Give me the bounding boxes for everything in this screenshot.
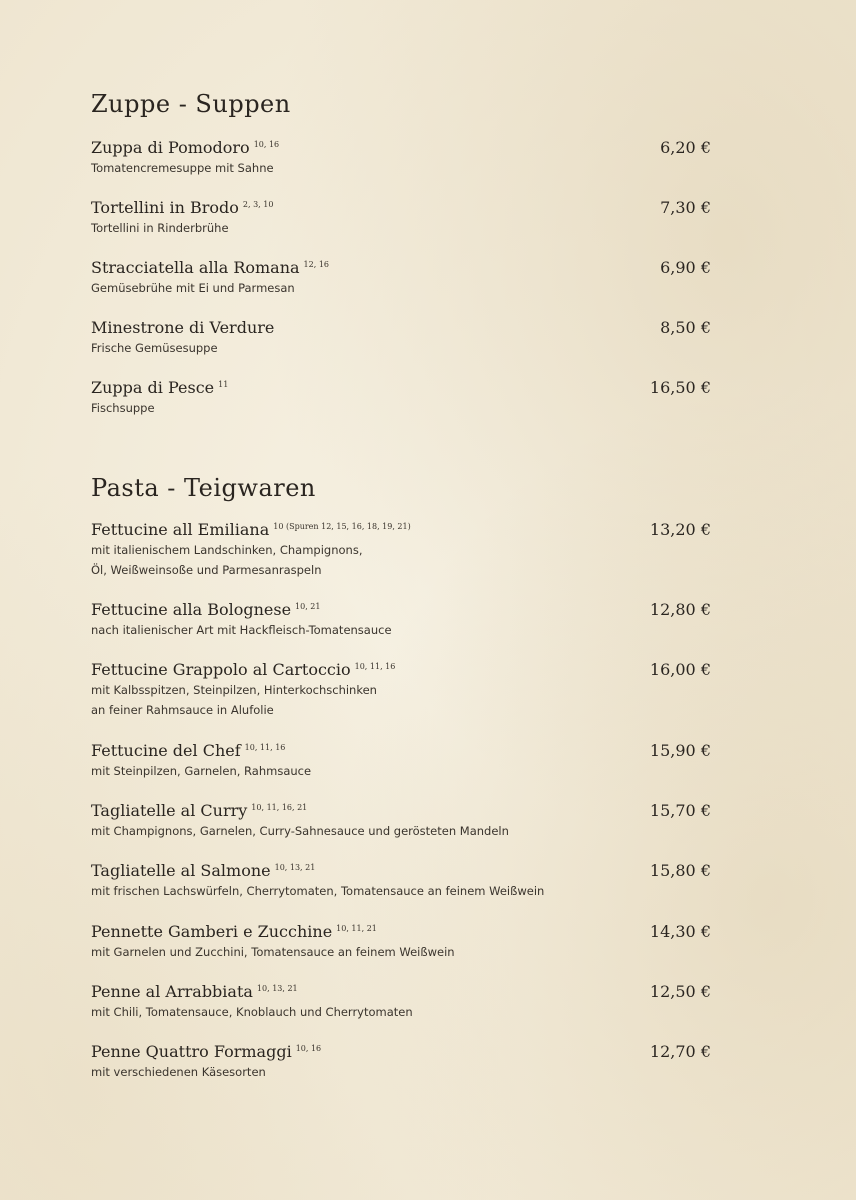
item-price: 7,30 €: [660, 198, 711, 217]
item-description: mit frischen Lachswürfeln, Cherrytomaten, Tomatensauce an feinem Weißwein: [91, 884, 545, 898]
item-description: mit Steinpilzen, Garnelen, Rahmsauce: [91, 764, 312, 778]
allergen-codes: 10, 11, 16: [244, 742, 286, 752]
item-name: Minestrone di Verdure: [91, 318, 275, 337]
item-price: 6,20 €: [660, 138, 711, 157]
menu-item: [91, 378, 711, 418]
item-name: Zuppa di Pomodoro: [91, 138, 250, 157]
menu-item: [91, 138, 711, 178]
allergen-codes: 10, 21: [295, 601, 321, 611]
menu-item: [91, 741, 711, 781]
item-name: Pennette Gamberi e Zucchine: [91, 922, 333, 941]
item-price: 15,70 €: [649, 801, 711, 820]
item-price: 6,90 €: [660, 258, 711, 277]
item-description: Fischsuppe: [91, 401, 155, 415]
menu-item: [91, 198, 711, 238]
menu-item: [91, 801, 711, 841]
item-price: 14,30 €: [649, 922, 711, 941]
menu-item: [91, 861, 711, 901]
menu-item: [91, 660, 711, 720]
menu-item: [91, 922, 711, 962]
allergen-codes: 10, 11, 16, 21: [251, 802, 308, 812]
item-description: Tomatencremesuppe mit Sahne: [91, 161, 274, 175]
item-name: Fettucine all Emiliana: [91, 520, 270, 539]
menu-item: [91, 600, 711, 640]
item-description-line2: Öl, Weißweinsoße und Parmesanraspeln: [91, 563, 322, 577]
item-description: Gemüsebrühe mit Ei und Parmesan: [91, 281, 295, 295]
allergen-codes: 11: [218, 379, 229, 389]
menu-item: [91, 1042, 711, 1082]
allergen-codes: 10, 13, 21: [274, 862, 316, 872]
item-description: mit italienischem Landschinken, Champignons,: [91, 543, 363, 557]
allergen-codes: 10, 16: [295, 1043, 322, 1053]
menu-item: [91, 520, 711, 580]
section-title-pasta: Pasta - Teigwaren: [91, 474, 316, 502]
item-description: Tortellini in Rinderbrühe: [91, 221, 229, 235]
allergen-codes: 10, 13, 21: [256, 983, 298, 993]
allergen-codes: 12, 16: [303, 259, 329, 269]
item-description: nach italienischer Art mit Hackfleisch-Tomatensauce: [91, 623, 392, 637]
item-description: mit Champignons, Garnelen, Curry-Sahnesauce und gerösteten Mandeln: [91, 824, 509, 838]
item-description-line2: an feiner Rahmsauce in Alufolie: [91, 703, 274, 717]
menu-item: [91, 258, 711, 298]
allergen-codes: 10, 16: [253, 139, 280, 149]
item-price: 12,70 €: [649, 1042, 711, 1061]
allergen-codes: 10, 11, 16: [354, 661, 396, 671]
item-price: 16,00 €: [649, 660, 711, 679]
item-description: mit Kalbsspitzen, Steinpilzen, Hinterkochschinken: [91, 683, 377, 697]
item-name: Fettucine alla Bolognese: [91, 600, 292, 619]
item-description: mit Garnelen und Zucchini, Tomatensauce an feinem Weißwein: [91, 945, 455, 959]
item-description: mit Chili, Tomatensauce, Knoblauch und Cherrytomaten: [91, 1005, 413, 1019]
item-price: 12,50 €: [649, 982, 711, 1001]
item-name: Tagliatelle al Curry: [91, 801, 248, 820]
item-name: Fettucine del Chef: [91, 741, 241, 760]
item-price: 12,80 €: [649, 600, 711, 619]
item-price: 16,50 €: [649, 378, 711, 397]
item-price: 8,50 €: [660, 318, 711, 337]
item-price: 15,80 €: [649, 861, 711, 880]
allergen-codes: 2, 3, 10: [242, 199, 274, 209]
allergen-codes: 10, 11, 21: [336, 923, 377, 933]
item-name: Fettucine Grappolo al Cartoccio: [91, 660, 351, 679]
item-name: Tortellini in Brodo: [91, 198, 239, 217]
item-name: Stracciatella alla Romana: [91, 258, 300, 277]
item-name: Zuppa di Pesce: [91, 378, 215, 397]
item-price: 13,20 €: [649, 520, 711, 539]
item-name: Tagliatelle al Salmone: [91, 861, 271, 880]
menu-item: [91, 982, 711, 1022]
item-name: Penne Quattro Formaggi: [91, 1042, 292, 1061]
item-price: 15,90 €: [649, 741, 711, 760]
section-title-suppen: Zuppe - Suppen: [91, 90, 291, 118]
item-description: Frische Gemüsesuppe: [91, 341, 218, 355]
allergen-codes: 10 (Spuren 12, 15, 16, 18, 19, 21): [273, 521, 411, 531]
item-description: mit verschiedenen Käsesorten: [91, 1065, 266, 1079]
menu-item: [91, 318, 711, 358]
item-name: Penne al Arrabbiata: [91, 982, 253, 1001]
